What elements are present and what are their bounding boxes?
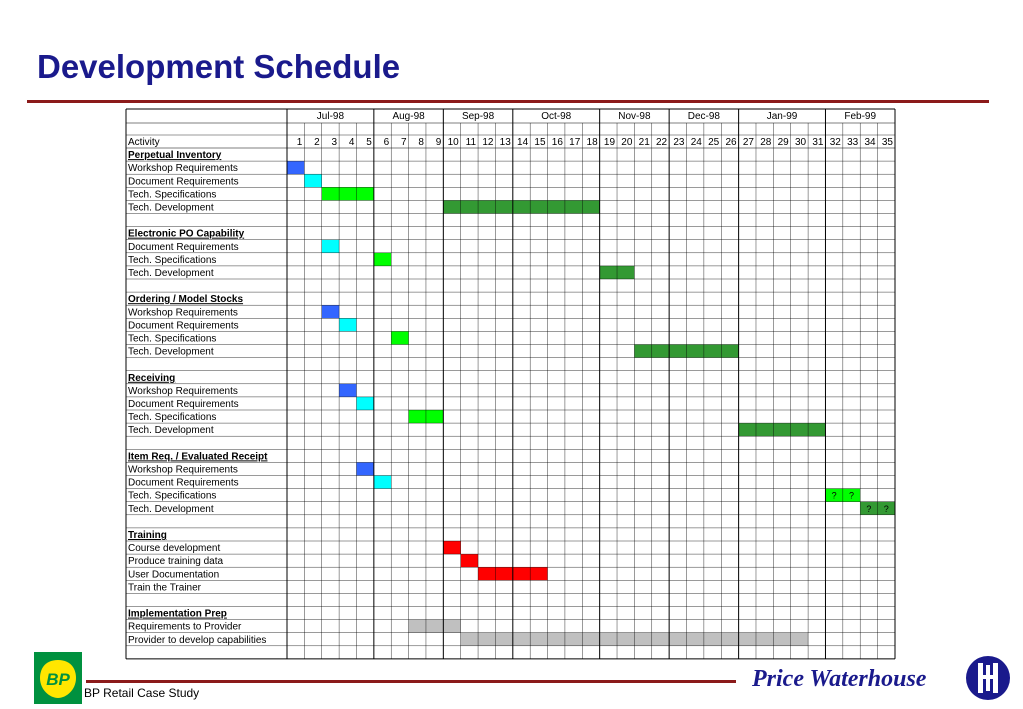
week-number: 6 — [383, 137, 390, 148]
activity-header: Activity — [128, 137, 160, 148]
week-number: 5 — [366, 137, 372, 148]
bar-mark: ? — [883, 503, 889, 514]
week-number: 33 — [847, 137, 859, 148]
activity-label: User Documentation — [128, 569, 220, 581]
activity-label: Document Requirements — [128, 176, 239, 188]
week-number: 11 — [465, 137, 477, 148]
activity-label: Tech. Development — [128, 268, 214, 279]
gantt-bar — [287, 161, 304, 174]
week-number: 15 — [534, 137, 546, 148]
activity-label: Workshop Requirements — [128, 163, 238, 175]
section-header: Ordering / Model Stocks — [128, 294, 244, 306]
month-label: Nov-98 — [618, 111, 651, 122]
week-number: 18 — [586, 137, 598, 148]
gantt-bar — [339, 384, 356, 397]
week-number: 27 — [742, 137, 754, 148]
month-label: Jul-98 — [316, 111, 345, 122]
month-label: Feb-99 — [844, 111, 877, 122]
week-number: 2 — [314, 137, 320, 148]
week-number: 4 — [348, 137, 355, 148]
week-number: 9 — [435, 137, 442, 148]
week-number: 24 — [690, 137, 702, 148]
week-number: 3 — [331, 137, 338, 148]
gantt-bar — [739, 423, 826, 436]
week-number: 20 — [621, 137, 633, 148]
week-number: 17 — [569, 137, 581, 148]
gantt-bar — [374, 253, 391, 266]
gantt-bar — [356, 462, 373, 475]
month-label: Sep-98 — [461, 111, 495, 122]
section-header: Electronic PO Capability — [128, 228, 245, 240]
activity-label: Tech. Specifications — [128, 333, 217, 345]
week-number: 12 — [482, 137, 494, 148]
activity-label: Tech. Specifications — [128, 412, 217, 424]
activity-label: Document Requirements — [128, 477, 239, 489]
week-number: 7 — [401, 137, 407, 148]
section-header: Training — [128, 530, 167, 541]
gantt-bar — [461, 554, 478, 567]
week-number: 29 — [777, 137, 789, 148]
week-number: 30 — [794, 137, 807, 148]
gantt-bar — [339, 318, 356, 331]
week-number: 23 — [673, 137, 685, 148]
week-number: 10 — [447, 137, 459, 148]
week-number: 21 — [638, 137, 650, 148]
week-number: 1 — [296, 137, 303, 148]
activity-label: Tech. Development — [128, 346, 214, 358]
activity-label: Document Requirements — [128, 241, 239, 253]
activity-label: Workshop Requirements — [128, 385, 238, 397]
activity-label: Produce training data — [128, 556, 224, 568]
section-header: Perpetual Inventory — [128, 150, 222, 162]
week-number: 22 — [656, 137, 668, 148]
gantt-bar — [356, 397, 373, 410]
week-number: 35 — [881, 137, 893, 148]
price-waterhouse-logo — [965, 655, 1011, 701]
activity-label: Tech. Development — [128, 202, 214, 214]
activity-label: Requirements to Provider — [128, 621, 242, 633]
month-label: Aug-98 — [392, 111, 425, 122]
activity-label: Document Requirements — [128, 399, 239, 410]
week-number: 26 — [725, 137, 737, 148]
activity-label: Course development — [128, 543, 221, 555]
activity-label: Workshop Requirements — [128, 307, 238, 319]
activity-label: Tech. Specifications — [128, 254, 217, 266]
bar-mark: ? — [849, 490, 855, 501]
week-number: 25 — [708, 137, 720, 148]
gantt-bar — [322, 240, 339, 253]
section-header: Receiving — [128, 372, 176, 384]
footer-case-study: BP Retail Case Study — [84, 686, 200, 700]
page-title: Development Schedule — [37, 48, 401, 85]
bp-logo-text: BP — [46, 670, 70, 689]
gantt-bar — [443, 200, 599, 213]
gantt-bar — [322, 187, 374, 200]
section-header: Item Req. / Evaluated Receipt — [128, 451, 268, 463]
activity-label: Document Requirements — [128, 320, 239, 332]
activity-label: Workshop Requirements — [128, 464, 238, 476]
week-number: 19 — [603, 137, 616, 148]
week-number: 14 — [517, 137, 529, 148]
week-number: 16 — [551, 137, 563, 148]
month-label: Jan-99 — [766, 111, 798, 122]
week-number: 31 — [812, 137, 824, 148]
month-label: Dec-98 — [687, 111, 721, 122]
week-number: 34 — [864, 137, 876, 148]
activity-label: Train the Trainer — [128, 582, 201, 594]
week-number: 28 — [760, 137, 772, 148]
bp-logo — [34, 652, 82, 704]
brand-name: Price Waterhouse — [752, 666, 927, 692]
activity-label: Tech. Development — [128, 425, 214, 437]
activity-label: Tech. Development — [128, 503, 214, 515]
activity-label: Tech. Specifications — [128, 490, 217, 502]
gantt-bar — [391, 331, 408, 344]
gantt-bar — [443, 541, 460, 554]
activity-label: Tech. Specifications — [128, 189, 217, 201]
section-header: Implementation Prep — [128, 608, 227, 620]
gantt-bar — [409, 620, 461, 633]
footer-divider — [86, 680, 736, 683]
gantt-bar — [322, 305, 339, 318]
month-label: Oct-98 — [541, 111, 572, 122]
week-number: 8 — [418, 137, 424, 148]
gantt-bar — [304, 174, 321, 187]
activity-label: Provider to develop capabilities — [128, 634, 267, 646]
gantt-bar — [374, 476, 391, 489]
week-number: 32 — [829, 137, 841, 148]
week-number: 13 — [499, 137, 511, 148]
bar-mark: ? — [866, 503, 872, 514]
bar-mark: ? — [831, 490, 837, 501]
